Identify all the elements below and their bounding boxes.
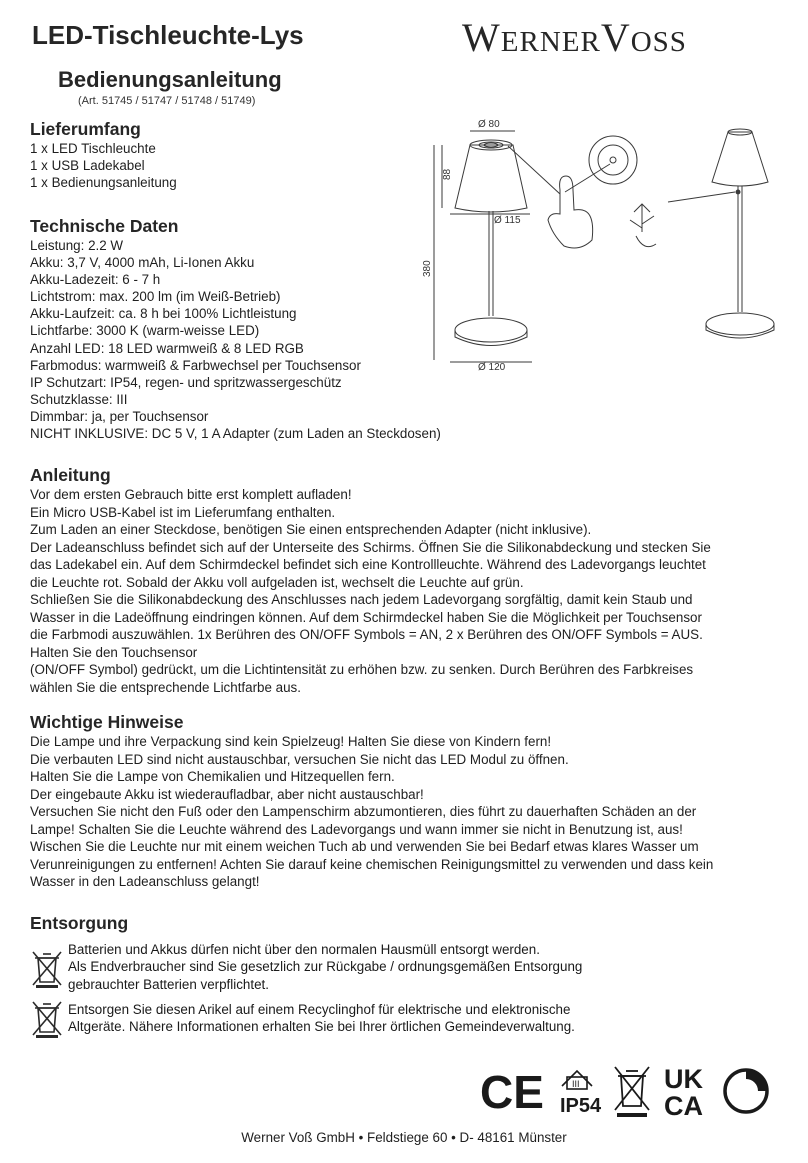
text-line: (ON/OFF Symbol) gedrückt, um die Lichtintensität zu erhöhen bzw. zu senken. Durch Berühren des Farbkreises [30, 662, 694, 677]
pointer-line [508, 146, 560, 194]
text-line: Altgeräte. Nähere Informationen erhalten Sie bei Ihrer örtlichen Gemeindeverwaltung. [68, 1019, 575, 1035]
lamp-shade-2 [712, 132, 768, 186]
ip54-mark: IP54 [560, 1095, 602, 1117]
text-line: Vor dem ersten Gebrauch bitte erst komplett aufladen! [30, 487, 352, 502]
text-line: Wasser in den Ladeanschluss gelangt! [30, 874, 260, 889]
text-line: Zum Laden an einer Steckdose, benötigen Sie einen entsprechenden Adapter (nicht inklusive). [30, 522, 592, 537]
lamp-base-2 [706, 313, 774, 335]
text-line: Der Ladeanschluss befindet sich auf der Unterseite des Schirms. Öffnen Sie die Silikonabdeckung und stecken Sie [30, 539, 711, 555]
document-title: LED-Tischleuchte-Lys [32, 20, 304, 50]
crossed-bin-icon [30, 949, 64, 989]
spec-list [30, 237, 441, 442]
section-heading: Anleitung [30, 465, 111, 485]
disposal-text [68, 941, 582, 993]
section-heading: Wichtige Hinweise [30, 712, 184, 732]
dim-label: Ø 80 [478, 119, 500, 130]
list-item: Lichtstrom: max. 200 lm (im Weiß-Betrieb) [30, 289, 281, 305]
list-item: 1 x LED Tischleuchte [30, 141, 156, 156]
list-item: Anzahl LED: 18 LED warmweiß & 8 LED RGB [30, 340, 304, 356]
section-wichtige-hinweise [30, 711, 770, 891]
section-entsorgung [30, 912, 128, 934]
section-heading: Entsorgung [30, 913, 129, 933]
text-line: die Farbmodi auszuwählen. 1x Berühren des ON/OFF Symbols = AN, 2 x Berühren des ON/OFF Symbols = AUS. [30, 627, 703, 642]
dim-label: 380 [422, 260, 433, 277]
text-line: die Leuchte rot. Sobald der Akku voll aufgeladen ist, wechselt die Leuchte auf grün. [30, 574, 524, 590]
text-line: wählen Sie die entsprechende Lichtfarbe aus. [30, 679, 301, 695]
notes-text [30, 733, 770, 891]
section-anleitung [30, 464, 770, 696]
instruction-text [30, 486, 770, 696]
pointer-line [565, 164, 610, 192]
list-item: 1 x Bedienungsanleitung [30, 175, 177, 191]
text-line: Schließen Sie die Silikonabdeckung des Anschlusses nach jedem Ladevorgang sorgfältig, damit kein Staub und [30, 592, 693, 607]
item-list [30, 140, 177, 191]
list-item: Dimmbar: ja, per Touchsensor [30, 408, 209, 424]
text-line: Ein Micro USB-Kabel ist im Lieferumfang enthalten. [30, 504, 336, 520]
text-line: Versuchen Sie nicht den Fuß oder den Lampenschirm abzumontieren, dies führt zu dauerhaften Schäden an der [30, 804, 697, 819]
list-item: Akku: 3,7 V, 4000 mAh, Li-Ionen Akku [30, 255, 255, 271]
article-numbers: (Art. 51745 / 51747 / 51748 / 51749) [78, 95, 256, 107]
ukca-mark [664, 1064, 703, 1120]
text-line: Verunreinigungen zu entfernen! Achten Sie darauf keine chemischen Reinigungsmittel zu verwenden und dass kein [30, 856, 714, 872]
list-item: 1 x USB Ladekabel [30, 158, 145, 174]
ce-mark [480, 1066, 544, 1118]
dim-label: Ø 120 [478, 362, 506, 373]
lamp-diagram [410, 112, 800, 374]
footer-address: Werner Voß GmbH • Feldstiege 60 • D- 48161 Münster [241, 1130, 567, 1145]
svg-text:CE: CE [480, 1066, 544, 1118]
dim-label: 88 [442, 168, 453, 180]
usb-icon [630, 204, 656, 247]
svg-text:III: III [572, 1079, 580, 1089]
text-line: Batterien und Akkus dürfen nicht über den normalen Hausmüll entsorgt werden. [68, 942, 540, 957]
text-line: Halten Sie die Lampe von Chemikalien und Hitzequellen fern. [30, 769, 395, 784]
text-line: Der eingebaute Akku ist wiederaufladbar, aber nicht austauschbar! [30, 786, 424, 802]
text-line: Die verbauten LED sind nicht austauschbar, versuchen Sie nicht das LED Modul zu öffnen. [30, 751, 569, 767]
hand-icon [548, 176, 593, 248]
list-item: Akku-Ladezeit: 6 - 7 h [30, 272, 161, 288]
section-lieferumfang [30, 118, 177, 191]
text-line: Als Endverbraucher sind Sie gesetzlich zur Rückgabe / ordnungsgemäßen Entsorgung [68, 959, 583, 975]
text-line: Halten Sie den Touchsensor [30, 644, 198, 660]
list-item: Lichtfarbe: 3000 K (warm-weisse LED) [30, 323, 260, 339]
manual-subtitle: Bedienungsanleitung [58, 67, 282, 92]
brand-logo: WERNERVOSS [462, 15, 687, 60]
list-item: Leistung: 2.2 W [30, 238, 124, 253]
list-item: Schutzklasse: III [30, 391, 128, 407]
protection-class-iii-icon [562, 1071, 592, 1089]
list-item: NICHT INKLUSIVE: DC 5 V, 1 A Adapter (zum Laden an Steckdosen) [30, 426, 441, 442]
touch-symbol-circle [589, 136, 637, 184]
text-line: Entsorgen Sie diesen Arikel auf einem Recyclinghof für elektrische und elektronische [68, 1002, 571, 1017]
section-heading: Lieferumfang [30, 119, 141, 139]
text-line: Wasser in die Ladeöffnung eindringen können. Auf dem Schirmdeckel haben Sie die Möglichkeit per Touchsensor [30, 609, 702, 625]
list-item: Farbmodus: warmweiß & Farbwechsel per Touchsensor [30, 357, 361, 373]
dim-label: Ø 115 [494, 215, 521, 226]
svg-text:UK: UK [664, 1064, 703, 1094]
list-item: IP Schutzart: IP54, regen- und spritzwassergeschütz [30, 374, 342, 390]
lamp-shade [455, 145, 527, 212]
pointer-line [668, 192, 735, 202]
weee-bin-icon [615, 1067, 649, 1110]
text-line: Wischen Sie die Leuchte nur mit einem weichen Tuch ab und verwenden Sie bei Bedarf etwas klares Wasser um [30, 839, 699, 854]
section-technische-daten [30, 215, 441, 442]
lamp-base [455, 318, 527, 342]
disposal-text [68, 1001, 575, 1036]
svg-text:CA: CA [664, 1091, 703, 1120]
text-line: gebrauchter Batterien verpflichtet. [68, 976, 269, 992]
text-line: Lampe! Schalten Sie die Leuchte während des Ladevorgangs und wann immer sie nicht in Benutzung ist, aus! [30, 821, 683, 837]
list-item: Akku-Laufzeit: ca. 8 h bei 100% Lichtleistung [30, 306, 297, 322]
certification-marks [478, 1062, 778, 1120]
section-heading: Technische Daten [30, 216, 179, 236]
crossed-bin-icon [30, 999, 64, 1039]
text-line: Die Lampe und ihre Verpackung sind kein Spielzeug! Halten Sie diese von Kindern fern! [30, 734, 552, 749]
text-line: das Ladekabel ein. Auf dem Schirmdeckel befindet sich eine Kontrollleuchte. Während des Ladevorgangs leuchtet [30, 557, 706, 572]
dimmable-icon [725, 1070, 767, 1112]
